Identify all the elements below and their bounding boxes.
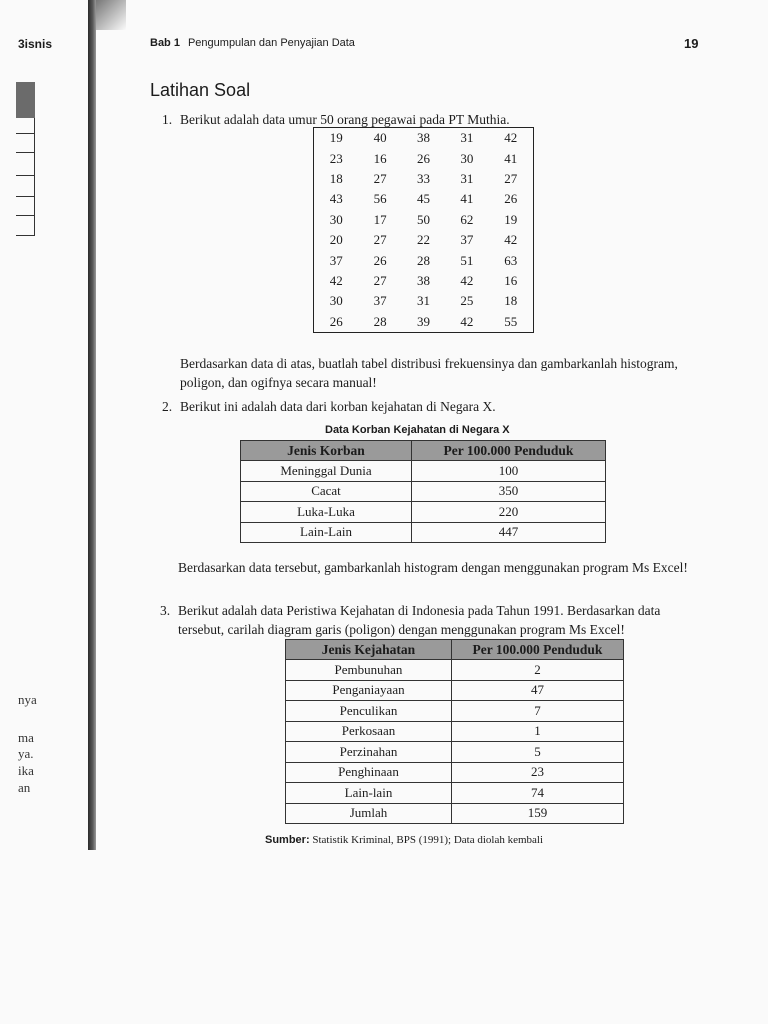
table-row xyxy=(286,721,624,742)
table-cell: Jumlah xyxy=(286,803,452,824)
table-cell: 37 xyxy=(460,232,474,248)
table-cell: 1 xyxy=(452,721,624,742)
table-cell: Penculikan xyxy=(286,701,452,722)
left-page-fragment: nya xyxy=(18,692,37,707)
page-number: 19 xyxy=(684,36,699,51)
left-page-fragment: ma xyxy=(18,730,34,745)
table-cell: 18 xyxy=(504,293,518,309)
table-row xyxy=(314,250,534,270)
question-intro: Berikut adalah data Peristiwa Kejahatan di Indonesia pada Tahun 1991. Berdasarkan data tersebut, carilah diagram garis (poligon) dengan menggunakan program Ms Excel! xyxy=(178,603,661,637)
left-page-rule xyxy=(16,196,35,197)
table-cell: 27 xyxy=(373,232,387,248)
table-cell: 38 xyxy=(416,272,430,288)
source-label: Sumber: xyxy=(265,834,310,846)
table-cell: 41 xyxy=(504,150,518,166)
table-cell: 350 xyxy=(412,481,606,502)
table-cell: 31 xyxy=(416,293,430,309)
table-row xyxy=(241,522,606,543)
left-page-fragment: ika xyxy=(18,763,34,778)
table-row xyxy=(314,230,534,250)
table-cell: 16 xyxy=(504,272,518,288)
column-header: Per 100.000 Penduduk xyxy=(452,640,624,660)
table-row xyxy=(286,783,624,804)
table-cell: 43 xyxy=(329,191,343,207)
table-cell: 30 xyxy=(460,150,474,166)
table-cell: 40 xyxy=(373,130,387,146)
table-cell: Perzinahan xyxy=(286,742,452,763)
left-page-rule xyxy=(16,235,35,236)
table-cell: Penghinaan xyxy=(286,762,452,783)
table-cell: Pembunuhan xyxy=(286,660,452,681)
table-cell: 19 xyxy=(329,130,343,146)
question-2 xyxy=(162,397,700,416)
table-cell: 33 xyxy=(416,170,430,186)
age-data-table xyxy=(313,127,534,333)
running-header xyxy=(150,37,355,49)
left-page-vline xyxy=(34,118,35,236)
table-cell: 62 xyxy=(460,211,474,227)
table-cell: Lain-lain xyxy=(286,783,452,804)
crime-table xyxy=(285,639,624,824)
table-cell: 56 xyxy=(373,191,387,207)
table-caption: Data Korban Kejahatan di Negara X xyxy=(325,424,510,436)
table-cell: 17 xyxy=(373,211,387,227)
table-cell: 27 xyxy=(373,170,387,186)
table-cell: 42 xyxy=(504,232,518,248)
left-page-rule xyxy=(16,175,35,176)
table-cell: 30 xyxy=(329,293,343,309)
table-source xyxy=(265,834,543,846)
left-page-block xyxy=(16,82,35,118)
table-cell: Perkosaan xyxy=(286,721,452,742)
table-cell: 5 xyxy=(452,742,624,763)
table-cell: 74 xyxy=(452,783,624,804)
table-row xyxy=(286,742,624,763)
table-row xyxy=(286,680,624,701)
question-intro: Berikut ini adalah data dari korban kejahatan di Negara X. xyxy=(180,399,496,414)
table-cell: 50 xyxy=(416,211,430,227)
table-cell: 26 xyxy=(373,252,387,268)
table-row xyxy=(314,291,534,311)
table-cell: 20 xyxy=(329,232,343,248)
table-cell: 16 xyxy=(373,150,387,166)
source-text: Statistik Kriminal, BPS (1991); Data diolah kembali xyxy=(312,834,544,846)
chapter-label: Bab 1 xyxy=(150,37,180,49)
left-page-tab: 3isnis xyxy=(18,37,53,51)
column-header: Jenis Korban xyxy=(241,441,412,461)
table-cell: Cacat xyxy=(241,481,412,502)
table-cell: 41 xyxy=(460,191,474,207)
table-cell: 28 xyxy=(373,313,387,329)
table-cell: 26 xyxy=(329,313,343,329)
table-row xyxy=(314,148,534,168)
table-cell: 55 xyxy=(504,313,518,329)
question-number: 2. xyxy=(162,399,173,414)
spine-shadow xyxy=(96,0,126,30)
table-cell: 47 xyxy=(452,680,624,701)
table-cell: 51 xyxy=(460,252,474,268)
question-intro: Berikut adalah data umur 50 orang pegawai pada PT Muthia. xyxy=(180,112,510,127)
table-cell: Luka-Luka xyxy=(241,502,412,523)
table-cell: 7 xyxy=(452,701,624,722)
table-cell: 18 xyxy=(329,170,343,186)
question-2-instruction: Berdasarkan data tersebut, gambarkanlah histogram dengan menggunakan program Ms Excel! xyxy=(178,560,688,575)
table-row xyxy=(314,312,534,333)
table-cell: 39 xyxy=(416,313,430,329)
table-cell: 42 xyxy=(329,272,343,288)
table-cell: 42 xyxy=(460,313,474,329)
table-cell: 37 xyxy=(329,252,343,268)
table-cell: 63 xyxy=(504,252,518,268)
table-cell: 38 xyxy=(416,130,430,146)
table-row xyxy=(314,271,534,291)
table-cell: 23 xyxy=(452,762,624,783)
table-row xyxy=(314,169,534,189)
table-cell: 220 xyxy=(412,502,606,523)
table-row xyxy=(314,189,534,209)
column-header: Per 100.000 Penduduk xyxy=(412,441,606,461)
table-cell: 31 xyxy=(460,170,474,186)
table-cell: 27 xyxy=(504,170,518,186)
table-row xyxy=(314,210,534,230)
chapter-title: Pengumpulan dan Penyajian Data xyxy=(187,37,355,49)
table-row xyxy=(241,481,606,502)
table-cell: 37 xyxy=(373,293,387,309)
column-header: Jenis Kejahatan xyxy=(286,640,452,660)
question-3 xyxy=(160,601,700,639)
left-page-fragment: an xyxy=(18,780,31,795)
left-page-rule xyxy=(16,215,35,216)
book-spine xyxy=(88,0,96,850)
question-number: 3. xyxy=(160,603,171,618)
table-row xyxy=(286,803,624,824)
table-cell: 31 xyxy=(460,130,474,146)
table-cell: 30 xyxy=(329,211,343,227)
table-cell: Penganiayaan xyxy=(286,680,452,701)
table-cell: 27 xyxy=(373,272,387,288)
question-number: 1. xyxy=(162,112,173,127)
left-page-rule xyxy=(16,133,35,134)
table-cell: 22 xyxy=(416,232,430,248)
table-cell: 25 xyxy=(460,293,474,309)
table-cell: 45 xyxy=(416,191,430,207)
table-cell: 23 xyxy=(329,150,343,166)
table-row xyxy=(314,128,534,149)
table-row xyxy=(286,660,624,681)
table-cell: Meninggal Dunia xyxy=(241,461,412,482)
table-cell: 26 xyxy=(416,150,430,166)
victim-table xyxy=(240,440,606,543)
left-page-fragment: ya. xyxy=(18,746,34,761)
table-cell: 447 xyxy=(412,522,606,543)
table-cell: 42 xyxy=(504,130,518,146)
table-row xyxy=(286,701,624,722)
table-row xyxy=(241,461,606,482)
table-cell: 100 xyxy=(412,461,606,482)
table-cell: 2 xyxy=(452,660,624,681)
table-cell: 42 xyxy=(460,272,474,288)
table-cell: 28 xyxy=(416,252,430,268)
table-row xyxy=(241,502,606,523)
table-cell: Lain-Lain xyxy=(241,522,412,543)
question-1-instruction: Berdasarkan data di atas, buatlah tabel distribusi frekuensinya dan gambarkanlah histogram, poligon, dan ogifnya secara manual! xyxy=(180,356,678,390)
table-cell: 159 xyxy=(452,803,624,824)
section-title: Latihan Soal xyxy=(150,80,251,100)
table-cell: 19 xyxy=(504,211,518,227)
table-cell: 26 xyxy=(504,191,518,207)
left-page-rule xyxy=(16,152,35,153)
table-row xyxy=(286,762,624,783)
